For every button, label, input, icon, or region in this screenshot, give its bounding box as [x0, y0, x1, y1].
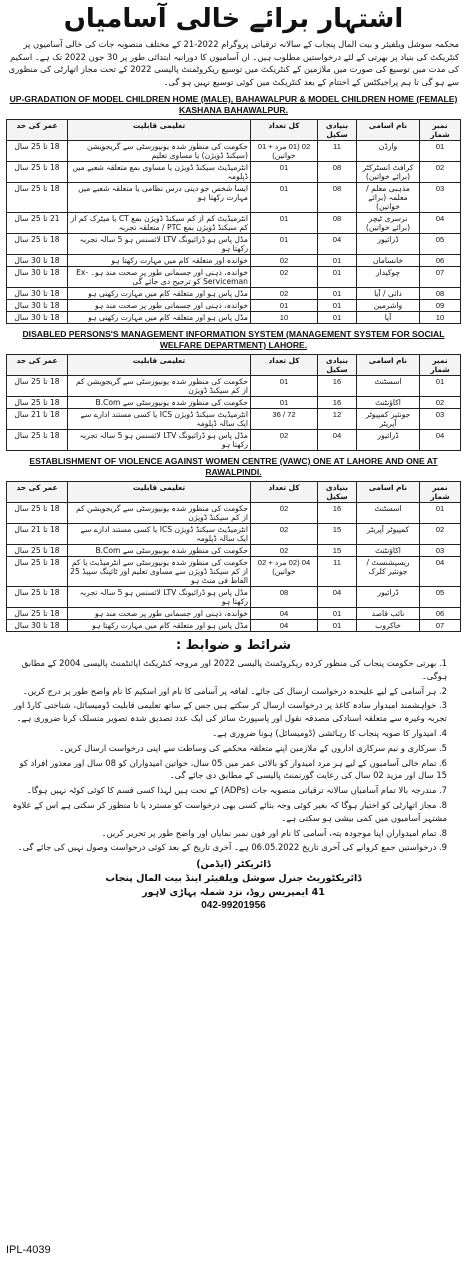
cell-qualification: انٹرمیڈیٹ سیکنڈ ڈویژن یا مساوی بمع متعلقہ شعبے میں ڈپلومہ [68, 162, 251, 183]
cell-age-limit: 21 تا 25 سال [7, 213, 68, 234]
cell-total-count: 01 [251, 376, 318, 397]
term-item: 8. تمام امیدواران اپنا موجودہ پتہ، آسامی کا نام اور فون نمبر نمایاں اور واضح طور پر تحریر کریں۔ [101, 827, 447, 838]
cell-total-count: 01 [251, 234, 318, 255]
cell-serial-number: 06 [420, 255, 461, 267]
header-bps: بنیادی سکیل [318, 482, 357, 503]
cell-post-name: ڈرائیور [357, 430, 420, 451]
cell-qualification: انٹرمیڈیٹ کم از کم سیکنڈ ڈویژن بمع CT یا میٹرک کم از کم سیکنڈ ڈویژن بمع PTC / متعلقہ تجربہ [68, 213, 251, 234]
cell-total-count: 72 / 36 [251, 409, 318, 430]
cell-qualification: مڈل پاس ہو اور متعلقہ کام میں مہارت رکھتی ہو [68, 312, 251, 324]
cell-post-name: مذہبی معلم / معلمہ (برائے خواتین) [357, 183, 420, 213]
cell-basic-scale: 11 [318, 557, 357, 587]
table-row [7, 234, 461, 255]
cell-age-limit: 18 تا 30 سال [7, 288, 68, 300]
cell-basic-scale: 01 [318, 267, 357, 288]
table-row [7, 503, 461, 524]
jobs-table-body [7, 141, 461, 324]
cell-basic-scale: 04 [318, 430, 357, 451]
advertisement-page [6, 4, 461, 1260]
cell-total-count: 04 [251, 620, 318, 632]
cell-age-limit: 18 تا 25 سال [7, 183, 68, 213]
cell-qualification: انٹرمیڈیٹ سیکنڈ ڈویژن ICS یا کسی مستند ادارے سے ایک سالہ ڈپلومہ [68, 409, 251, 430]
header-post: نام اسامی [357, 120, 420, 141]
cell-post-name: اکاؤنٹنٹ [357, 397, 420, 409]
signature-address: 41 ایمپریس روڈ، نزد شملہ پہاڑی لاہور [142, 887, 325, 899]
section-title-3: ESTABLISHMENT OF VIOLENCE AGAINST WOMEN CENTRE (VAWC) ONE AT LAHORE AND ONE AT RAWALPINDI. [29, 456, 438, 477]
cell-total-count: 02 (01 مرد + 01 خواتین) [251, 141, 318, 162]
table-row [7, 608, 461, 620]
cell-total-count: 02 [251, 288, 318, 300]
cell-post-name: ڈرائیور [357, 587, 420, 608]
cell-total-count: 02 [251, 255, 318, 267]
table-header-row [7, 120, 461, 141]
cell-basic-scale: 04 [318, 234, 357, 255]
cell-post-name: اسسٹنٹ [357, 376, 420, 397]
header-count: کل تعداد [251, 482, 318, 503]
header-bps: بنیادی سکیل [318, 120, 357, 141]
cell-qualification: مڈل پاس ہو ڈرائیونگ LTV لائسنس ہو 5 سالہ تجربہ رکھتا ہو [68, 587, 251, 608]
cell-post-name: نرسری ٹیچر (برائے خواتین) [357, 213, 420, 234]
cell-age-limit: 18 تا 30 سال [7, 300, 68, 312]
intro-paragraph: محکمہ سوشل ویلفیئر و بیت المال پنجاب کے سالانہ ترقیاتی پروگرام 2022-21 کے مختلف منصوبہ جات کی خالی آسامیوں پر کنٹریکٹ کی بنیاد پر بھرتی کے لئے درخواستیں مطلوب ہیں۔ ان آسامیوں کا دورانیہ ابتدائی طور پر 30 جون 2022 تک ہے۔ اسکیم کی مدت میں توسیع کی صورت میں ملازمین کے کنٹریکٹ میں توسیع ریکروٹمنٹ پالیسی 2022 کے تحت مجاز اتھارٹی کی منظوری سے ہو گی تا ہم پراجیکٹس کے اختتام کے بعد کنٹریکٹ میں کوئی توسیع نہیں ہو گی۔ [8, 39, 459, 87]
cell-serial-number: 02 [420, 397, 461, 409]
section-title-2: DISABLED PERSONS'S MANAGEMENT INFORMATION SYSTEM (MANAGEMENT SYSTEM FOR SOCIAL WELFARE DEPARTMENT) LAHORE. [22, 329, 445, 350]
cell-total-count: 02 [251, 430, 318, 451]
table-row [7, 141, 461, 162]
cell-basic-scale: 16 [318, 503, 357, 524]
cell-post-name: اسسٹنٹ [357, 503, 420, 524]
header-age: عمر کی حد [7, 482, 68, 503]
table-row [7, 162, 461, 183]
terms-heading: شرائط و ضوابط : [176, 638, 291, 653]
cell-post-name: خاکروب [357, 620, 420, 632]
cell-total-count: 02 [251, 524, 318, 545]
header-sn: نمبر شمار [420, 482, 461, 503]
cell-qualification: حکومت کی منظور شدہ یونیورسٹی سے انٹرمیڈیٹ یا کم از کم سیکنڈ ڈویژن سے مساوی تعلیم اور ٹائپنگ سپیڈ 25 الفاظ فی منٹ ہو [68, 557, 251, 587]
table-row [7, 397, 461, 409]
cell-serial-number: 03 [420, 409, 461, 430]
cell-post-name: ریسپشنسٹ / جونئیر کلرک [357, 557, 420, 587]
cell-post-name: کمپیوٹر آپریٹر [357, 524, 420, 545]
cell-qualification: انٹرمیڈیٹ سیکنڈ ڈویژن ICS یا کسی مستند ادارے سے ایک سالہ ڈپلومہ [68, 524, 251, 545]
cell-post-name: وارڈن [357, 141, 420, 162]
table-row [7, 620, 461, 632]
cell-qualification: ایسا شخص جو دینی درس نظامی یا متعلقہ شعبے میں مہارت رکھتا ہو [68, 183, 251, 213]
cell-basic-scale: 15 [318, 545, 357, 557]
cell-qualification: مڈل پاس ہو اور متعلقہ کام میں مہارت رکھتا ہو [68, 620, 251, 632]
cell-total-count: 02 [251, 545, 318, 557]
header-count: کل تعداد [251, 120, 318, 141]
cell-total-count: 10 [251, 312, 318, 324]
table-row [7, 587, 461, 608]
section-title-1: UP-GRADATION OF MODEL CHILDREN HOME (MALE), BAHAWALPUR & MODEL CHILDREN HOME (FEMALE) KASHANA BAHAWALPUR. [9, 94, 458, 115]
header-qual: تعلیمی قابلیت [68, 120, 251, 141]
cell-qualification: خواندہ، ذہنی اور جسمانی طور پر صحت مند ہو [68, 608, 251, 620]
cell-qualification: حکومت کی منظور شدہ یونیورسٹی سے گریجویشن کم از کم سیکنڈ ڈویژن [68, 376, 251, 397]
cell-qualification: مڈل پاس ہو ڈرائیونگ LTV لائسنس ہو 5 سالہ تجربہ رکھتا ہو [68, 430, 251, 451]
jobs-table-2 [6, 354, 461, 451]
table-header-row [7, 355, 461, 376]
cell-post-name: اکاؤنٹنٹ [357, 545, 420, 557]
table-row [7, 409, 461, 430]
cell-qualification: خواندہ، ذہنی اور جسمانی طور پر صحت مند ہو [68, 300, 251, 312]
cell-post-name: خانساماں [357, 255, 420, 267]
cell-basic-scale: 08 [318, 183, 357, 213]
cell-post-name: جونئیر کمپیوٹر آپریٹر [357, 409, 420, 430]
cell-basic-scale: 01 [318, 300, 357, 312]
header-qual: تعلیمی قابلیت [68, 482, 251, 503]
term-item: 9. درخواستیں جمع کروانے کی آخری تاریخ 06.05.2022 ہے۔ آخری تاریخ کے بعد کوئی درخواست وصول نہیں کی جائے گی۔ [17, 842, 447, 853]
cell-age-limit: 18 تا 25 سال [7, 397, 68, 409]
cell-age-limit: 18 تا 25 سال [7, 503, 68, 524]
cell-serial-number: 03 [420, 183, 461, 213]
cell-basic-scale: 01 [318, 608, 357, 620]
cell-age-limit: 18 تا 30 سال [7, 312, 68, 324]
cell-age-limit: 18 تا 25 سال [7, 376, 68, 397]
cell-serial-number: 01 [420, 503, 461, 524]
term-item: 6. تمام خالی آسامیوں کے لیے ہر مرد امیدوار کو بالائی عمر میں 05 سال، خواتین امیدواران کو 08 سال اور معذور افراد کو 15 سال اور مزید 02 سال کی رعایت گورنمنٹ پالیسی کے مطابق دی جائے گی۔ [19, 757, 447, 781]
cell-qualification: مڈل پاس ہو ڈرائیونگ LTV لائسنس ہو 5 سالہ تجربہ رکھتا ہو [68, 234, 251, 255]
jobs-table-body [7, 376, 461, 451]
cell-age-limit: 18 تا 25 سال [7, 141, 68, 162]
table-row [7, 267, 461, 288]
cell-age-limit: 18 تا 25 سال [7, 234, 68, 255]
header-post: نام اسامی [357, 482, 420, 503]
table-row [7, 213, 461, 234]
term-item: 2. ہر آسامی کے لیے علیحدہ درخواست ارسال کی جائے۔ لفافہ پر آسامی کا نام اور اسکیم کا نام واضح طور پر درج کریں۔ [22, 685, 447, 696]
cell-basic-scale: 12 [318, 409, 357, 430]
cell-age-limit: 18 تا 25 سال [7, 430, 68, 451]
cell-total-count: 01 [251, 183, 318, 213]
cell-basic-scale: 16 [318, 397, 357, 409]
cell-serial-number: 09 [420, 300, 461, 312]
table-row [7, 300, 461, 312]
term-item: 7. مندرجہ بالا تمام آسامیاں سالانہ ترقیاتی منصوبہ جات (ADPs) کے تحت ہیں لہذا کسی قسم کا کوئی کوٹہ نہیں ہوگا۔ [26, 785, 447, 796]
table-row [7, 183, 461, 213]
cell-serial-number: 05 [420, 587, 461, 608]
cell-basic-scale: 01 [318, 312, 357, 324]
table-row [7, 288, 461, 300]
cell-age-limit: 18 تا 25 سال [7, 545, 68, 557]
cell-serial-number: 05 [420, 234, 461, 255]
cell-post-name: آیا [357, 312, 420, 324]
terms-list [6, 657, 461, 854]
cell-basic-scale: 01 [318, 288, 357, 300]
header-age: عمر کی حد [7, 355, 68, 376]
cell-serial-number: 02 [420, 162, 461, 183]
header-sn: نمبر شمار [420, 120, 461, 141]
cell-age-limit: 18 تا 21 سال [7, 524, 68, 545]
cell-serial-number: 04 [420, 430, 461, 451]
term-item: 3. خواہشمند امیدوار سادہ کاغذ پر درخواست ارسال کر سکتے ہیں جس کے ساتھ تعلیمی قابلیت ڈومیسائل، شناختی کارڈ اور تجربہ وغیرہ سے متعلقہ اسنادکی مصدقہ نقول اور پاسپورٹ سائز کی ایک عدد تصدیق شدہ تصویر منسلک کرنا ضروری ہے۔ [13, 700, 447, 724]
header-age: عمر کی حد [7, 120, 68, 141]
cell-qualification: خواندہ، ذہنی اور جسمانی طور پر صحت مند ہو۔ Ex-Serviceman کو ترجیح دی جائے گی [68, 267, 251, 288]
cell-basic-scale: 01 [318, 255, 357, 267]
cell-age-limit: 18 تا 30 سال [7, 255, 68, 267]
cell-basic-scale: 04 [318, 587, 357, 608]
table-row [7, 545, 461, 557]
cell-post-name: ڈرائیور [357, 234, 420, 255]
term-item: 8. مجاز اتھارٹی کو اختیار ہوگا کہ بغیر کوئی وجہ بتائے کسی بھی درخواست کو مسترد یا نا منظور کر سکتی ہے اس کے علاوہ مشتہر آسامیوں میں کمی بیشی ہو سکتی ہے۔ [12, 799, 447, 823]
ipl-code: IPL-4039 [6, 1244, 51, 1256]
cell-total-count: 02 [251, 503, 318, 524]
cell-qualification: حکومت کی منظور شدہ یونیورسٹی سے B.Com [68, 397, 251, 409]
cell-total-count: 01 [251, 213, 318, 234]
signature-office: ڈائریکٹوریٹ جنرل سوشل ویلفیئر اینڈ بیت المال پنجاب [105, 873, 362, 885]
cell-post-name: نائب قاصد [357, 608, 420, 620]
cell-total-count: 04 [251, 608, 318, 620]
cell-age-limit: 18 تا 25 سال [7, 557, 68, 587]
signature-block [6, 858, 461, 900]
jobs-table-3 [6, 481, 461, 632]
cell-basic-scale: 08 [318, 213, 357, 234]
page-title: اشتہار برائے خالی آسامیاں [63, 4, 404, 34]
cell-qualification: مڈل پاس ہو اور متعلقہ کام میں مہارت رکھتی ہو [68, 288, 251, 300]
contact-phone: 042-99201956 [201, 900, 266, 912]
cell-serial-number: 10 [420, 312, 461, 324]
cell-post-name: واشرمین [357, 300, 420, 312]
cell-serial-number: 07 [420, 267, 461, 288]
cell-post-name: چوکیدار [357, 267, 420, 288]
cell-serial-number: 02 [420, 524, 461, 545]
table-row [7, 376, 461, 397]
cell-serial-number: 03 [420, 545, 461, 557]
cell-total-count: 04 (02 مرد + 02 خواتین) [251, 557, 318, 587]
cell-age-limit: 18 تا 25 سال [7, 608, 68, 620]
cell-post-name: کرافٹ انسٹرکٹر (برائے خواتین) [357, 162, 420, 183]
cell-qualification: حکومت کی منظور شدہ یونیورسٹی سے گریجویشن کم از کم سیکنڈ ڈویژن [68, 503, 251, 524]
term-item: 1. بھرتی حکومت پنجاب کی منظور کردہ ریکروٹمنٹ پالیسی 2022 اور مروجہ کنٹریکٹ اپائنٹمنٹ پالیسی 2004 کے مطابق ہوگی۔ [21, 658, 447, 681]
cell-serial-number: 04 [420, 557, 461, 587]
cell-age-limit: 18 تا 30 سال [7, 620, 68, 632]
cell-serial-number: 07 [420, 620, 461, 632]
header-post: نام اسامی [357, 355, 420, 376]
cell-serial-number: 06 [420, 608, 461, 620]
cell-age-limit: 18 تا 25 سال [7, 162, 68, 183]
cell-serial-number: 04 [420, 213, 461, 234]
table-row [7, 430, 461, 451]
cell-basic-scale: 11 [318, 141, 357, 162]
cell-total-count: 01 [251, 162, 318, 183]
cell-serial-number: 01 [420, 141, 461, 162]
cell-age-limit: 18 تا 30 سال [7, 267, 68, 288]
cell-basic-scale: 08 [318, 162, 357, 183]
jobs-table-1 [6, 119, 461, 324]
cell-total-count: 01 [251, 397, 318, 409]
table-row [7, 557, 461, 587]
cell-age-limit: 18 تا 21 سال [7, 409, 68, 430]
header-sn: نمبر شمار [420, 355, 461, 376]
term-item: 5. سرکاری و نیم سرکاری اداروں کے ملازمین اپنے متعلقہ محکمے کی وساطت سے اپنی درخواست ارسال کریں۔ [59, 742, 447, 753]
cell-serial-number: 08 [420, 288, 461, 300]
table-row [7, 312, 461, 324]
cell-total-count: 01 [251, 300, 318, 312]
cell-total-count: 02 [251, 267, 318, 288]
term-item: 4. امیدوار کا صوبہ پنجاب کا رہائشی (ڈومیسائل) ہونا ضروری ہے۔ [212, 727, 447, 738]
cell-basic-scale: 15 [318, 524, 357, 545]
cell-age-limit: 18 تا 25 سال [7, 587, 68, 608]
cell-qualification: خواندہ اور متعلقہ کام میں مہارت رکھتا ہو [68, 255, 251, 267]
table-row [7, 524, 461, 545]
jobs-table-body [7, 503, 461, 632]
header-qual: تعلیمی قابلیت [68, 355, 251, 376]
cell-qualification: حکومت کی منظور شدہ یونیورسٹی سے B.Com [68, 545, 251, 557]
cell-total-count: 08 [251, 587, 318, 608]
cell-serial-number: 01 [420, 376, 461, 397]
header-bps: بنیادی سکیل [318, 355, 357, 376]
cell-qualification: حکومت کی منظور شدہ یونیورسٹی سے گریجویشن (سیکنڈ ڈویژن) یا مساوی تعلیم [68, 141, 251, 162]
cell-basic-scale: 16 [318, 376, 357, 397]
table-header-row [7, 482, 461, 503]
signature-designation: ڈائریکٹر (ایڈمن) [196, 859, 271, 871]
table-row [7, 255, 461, 267]
header-count: کل تعداد [251, 355, 318, 376]
cell-post-name: دائی / آیا [357, 288, 420, 300]
cell-basic-scale: 01 [318, 620, 357, 632]
